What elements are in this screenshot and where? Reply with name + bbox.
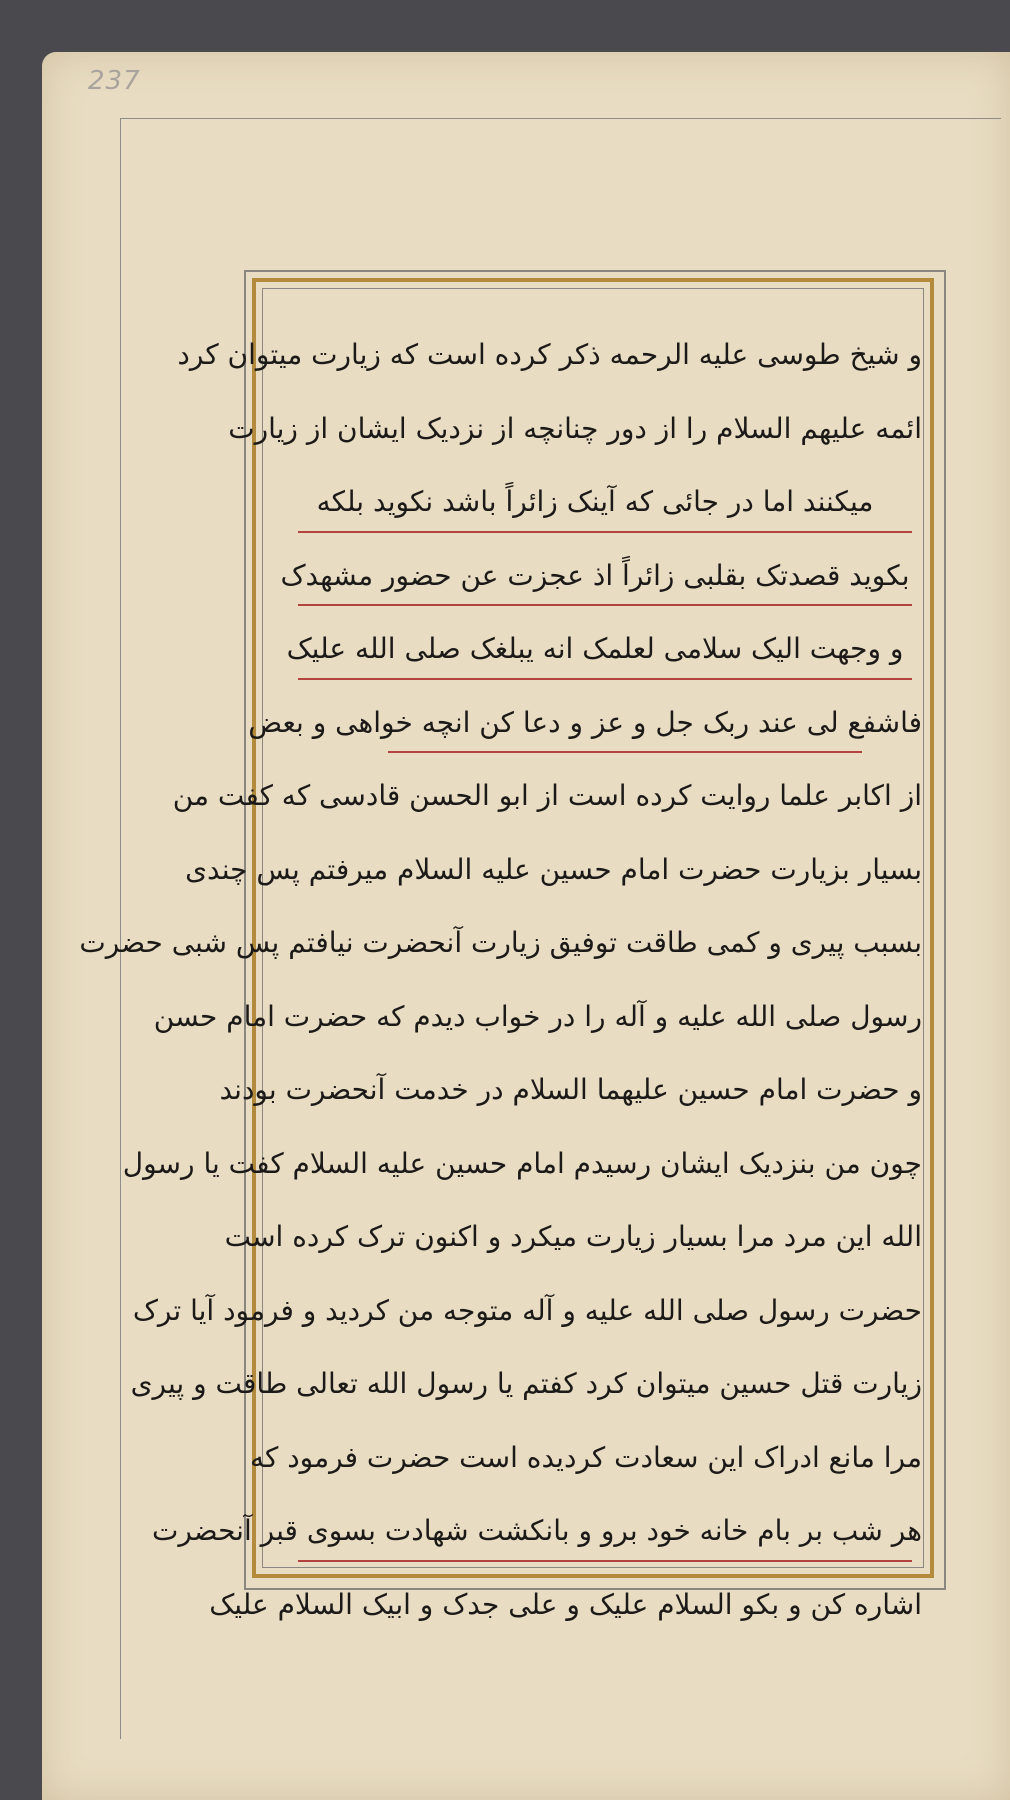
text-line: چون من بنزدیک ایشان رسیدم امام حسین علیه السلام کفت یا رسول xyxy=(122,1146,922,1180)
text-line: زیارت قتل حسین میتوان کرد کفتم یا رسول الله تعالی طاقت و پیری xyxy=(130,1367,922,1400)
manuscript-text xyxy=(79,318,922,1641)
text-line: هر شب بر بام خانه خود برو و بانکشت شهادت بسوی قبر آنحضرت xyxy=(268,1494,922,1568)
text-line: اشاره کن و بکو السلام علیک و علی جدک و ابیک السلام علیک xyxy=(209,1587,922,1621)
text-line: بسبب پیری و کمی طاقت توفیق زیارت آنحضرت نیافتم پس شبی حضرت xyxy=(79,926,922,959)
text-line: بسیار بزیارت حضرت امام حسین علیه السلام میرفتم پس چندی xyxy=(185,852,922,886)
text-line: الله این مرد مرا بسیار زیارت میکرد و اکنون ترک کرده است xyxy=(224,1220,922,1253)
text-line: بکوید قصدتک بقلبی زائراً اذ عجزت عن حضور مشهدک xyxy=(268,539,922,613)
text-line: و وجهت الیک سلامی لعلمک انه یبلغک صلی الله علیک xyxy=(268,612,922,686)
text-line: و حضرت امام حسین علیهما السلام در خدمت آنحضرت بودند xyxy=(219,1073,922,1106)
text-line: ائمه علیهم السلام را از دور چنانچه از نزدیک ایشان از زیارت xyxy=(228,411,922,445)
text-line: مرا مانع ادراک این سعادت کردیده است حضرت فرمود که xyxy=(249,1440,922,1474)
text-line: رسول صلی الله علیه و آله را در خواب دیدم که حضرت امام حسن xyxy=(153,999,922,1033)
text-line: فاشفع لی عند ربک جل و عز و دعا کن انچه خواهی و بعض xyxy=(268,686,922,760)
text-line: میکنند اما در جائی که آینک زائراً باشد نکوید بلکه xyxy=(268,465,922,539)
text-line: و شیخ طوسی علیه الرحمه ذکر کرده است که زیارت میتوان کرد xyxy=(177,338,922,371)
text-line: از اکابر علما روایت کرده است از ابو الحسن قادسی که کفت من xyxy=(172,779,922,812)
folio-number: 237 xyxy=(88,66,141,96)
text-line: حضرت رسول صلی الله علیه و آله متوجه من کردید و فرمود آیا ترک xyxy=(132,1293,922,1327)
